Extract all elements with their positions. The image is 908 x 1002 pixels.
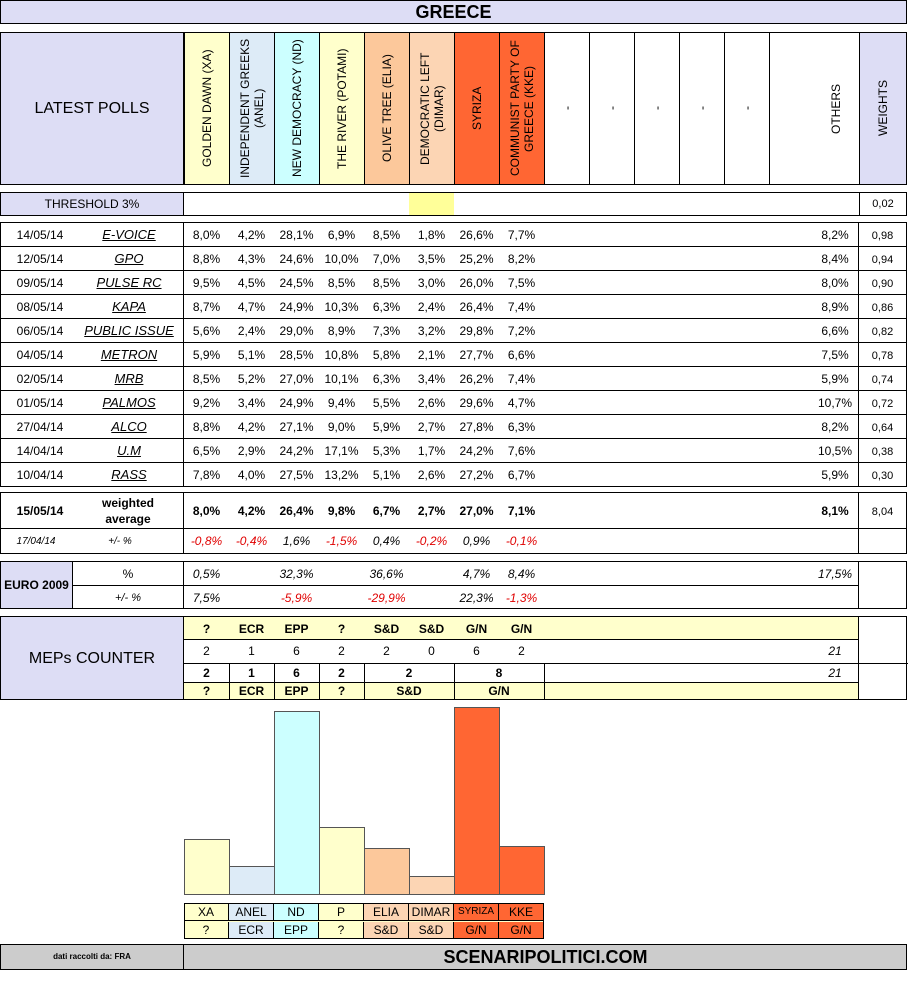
poll-date: 27/04/14 xyxy=(16,420,64,434)
poll-weight: 0,90 xyxy=(871,278,894,290)
poll-value: 24,5% xyxy=(279,276,314,290)
poll-date: 08/05/14 xyxy=(16,300,64,314)
chart-category-label: DIMAR xyxy=(409,904,454,920)
poll-value: 10,3% xyxy=(324,300,359,314)
poll-value: 7,3% xyxy=(372,324,401,338)
poll-others: 7,5% xyxy=(821,348,849,362)
poll-value: 3,2% xyxy=(417,324,446,338)
poll-value: 26,0% xyxy=(459,276,494,290)
party-header-cell xyxy=(499,32,545,185)
mep-seats: 2 xyxy=(203,644,210,658)
poll-weight: 0,86 xyxy=(871,302,894,314)
poll-value: 5,8% xyxy=(372,348,401,362)
poll-weight: 0,78 xyxy=(871,350,894,362)
party-header-label: NEW DEMOCRACY (ND) xyxy=(290,39,304,178)
poll-others: 8,0% xyxy=(821,276,849,290)
poll-value: 27,8% xyxy=(459,420,494,434)
chart-group-label: G/N xyxy=(454,922,499,938)
mep-group: G/N xyxy=(510,622,533,636)
average-diff: 0,4% xyxy=(372,534,401,548)
footer-bar xyxy=(0,944,907,970)
poll-value: 10,1% xyxy=(324,372,359,386)
blank-header-cell xyxy=(634,32,680,185)
average-value: 26,4% xyxy=(279,504,314,518)
mep-agg-seats: 2 xyxy=(338,666,345,680)
party-header-label: DEMOCRATIC LEFT (DIMAR) xyxy=(418,52,446,165)
average-value: 4,2% xyxy=(237,504,266,518)
mep-group: G/N xyxy=(465,622,488,636)
chart-group-label: S&D xyxy=(409,922,454,938)
poll-value: 2,1% xyxy=(417,348,446,362)
party-header-cell xyxy=(319,32,365,185)
poll-value: 26,2% xyxy=(459,372,494,386)
chart-category-label: XA xyxy=(184,904,229,920)
poll-value: 9,0% xyxy=(327,420,356,434)
poll-institute: RASS xyxy=(111,467,147,482)
poll-value: 7,7% xyxy=(507,228,536,242)
euro-pct-others: 17,5% xyxy=(817,567,853,581)
poll-weight: 0,38 xyxy=(871,446,894,458)
poll-value: 5,1% xyxy=(237,348,266,362)
average-diff: -0,8% xyxy=(190,534,223,548)
chart-bar xyxy=(364,848,410,895)
poll-value: 13,2% xyxy=(324,468,359,482)
party-header-cell xyxy=(364,32,410,185)
chart-category-label: P xyxy=(319,904,364,920)
blank-header-label: - xyxy=(605,106,619,111)
poll-value: 8,8% xyxy=(192,420,221,434)
poll-value: 8,7% xyxy=(192,300,221,314)
mep-seats: 0 xyxy=(428,644,435,658)
page-title: GREECE xyxy=(415,2,492,22)
blank-header-label: - xyxy=(740,106,754,111)
poll-value: 27,5% xyxy=(279,468,314,482)
mep-seats: 6 xyxy=(473,644,480,658)
diff-label: +/- % xyxy=(108,536,132,547)
poll-value: 6,3% xyxy=(507,420,536,434)
poll-value: 6,9% xyxy=(327,228,356,242)
poll-value: 27,2% xyxy=(459,468,494,482)
average-diff: 1,6% xyxy=(282,534,311,548)
poll-value: 29,0% xyxy=(279,324,314,338)
poll-value: 7,6% xyxy=(507,444,536,458)
poll-value: 6,3% xyxy=(372,372,401,386)
mep-seats-total: 21 xyxy=(828,644,842,658)
poll-others: 10,7% xyxy=(817,396,853,410)
average-value: 27,0% xyxy=(459,504,494,518)
chart-category-label: SYRIZA xyxy=(454,904,499,920)
poll-date: 01/05/14 xyxy=(16,396,64,410)
poll-value: 4,7% xyxy=(507,396,536,410)
mep-agg-total: 21 xyxy=(828,666,842,680)
col-divider xyxy=(858,222,859,487)
poll-others: 8,4% xyxy=(821,252,849,266)
mep-seats: 2 xyxy=(518,644,525,658)
mep-seats: 6 xyxy=(293,644,300,658)
poll-value: 27,7% xyxy=(459,348,494,362)
poll-value: 26,6% xyxy=(459,228,494,242)
poll-value: 10,0% xyxy=(324,252,359,266)
euro-diff: 22,3% xyxy=(459,591,494,605)
euro-pct: 8,4% xyxy=(507,567,536,581)
threshold-weight: 0,02 xyxy=(872,198,894,210)
poll-value: 4,0% xyxy=(237,468,266,482)
source-cell xyxy=(1,945,184,969)
average-value: 6,7% xyxy=(372,504,401,518)
poll-value: 9,2% xyxy=(192,396,221,410)
party-header-cell xyxy=(409,32,455,185)
poll-value: 24,2% xyxy=(459,444,494,458)
poll-value: 8,5% xyxy=(192,372,221,386)
poll-value: 6,6% xyxy=(507,348,536,362)
meps-label: MEPs COUNTER xyxy=(28,650,156,667)
poll-others: 6,6% xyxy=(821,324,849,338)
average-value: 8,0% xyxy=(192,504,221,518)
blank-header-cell xyxy=(589,32,635,185)
mep-agg-group: ? xyxy=(202,684,211,698)
poll-value: 1,7% xyxy=(417,444,446,458)
poll-value: 2,6% xyxy=(417,468,446,482)
mep-agg-group: EPP xyxy=(284,684,309,698)
euro-diff-label: +/- % xyxy=(115,592,141,604)
mep-agg-group: S&D xyxy=(396,684,422,698)
mep-agg-seats: 8 xyxy=(495,666,503,680)
header-weights xyxy=(859,32,907,185)
mep-agg-group: G/N xyxy=(488,684,510,698)
mep-group: EPP xyxy=(284,622,309,636)
party-header-label: GOLDEN DAWN (XA) xyxy=(200,49,214,168)
chart-group-label: ? xyxy=(319,922,364,938)
poll-others: 8,9% xyxy=(821,300,849,314)
col-divider xyxy=(858,616,859,700)
poll-value: 9,5% xyxy=(192,276,221,290)
mep-group: ? xyxy=(202,622,211,636)
euro-pct: 36,6% xyxy=(369,567,404,581)
average-weight: 8,04 xyxy=(871,506,894,518)
euro-diff: -29,9% xyxy=(367,591,406,605)
euro-diff: -1,3% xyxy=(505,591,538,605)
poll-institute: PALMOS xyxy=(102,395,156,410)
poll-value: 4,7% xyxy=(237,300,266,314)
mep-agg-seats: 1 xyxy=(248,666,255,680)
poll-weight: 0,98 xyxy=(871,230,894,242)
poll-value: 8,9% xyxy=(327,324,356,338)
row-divider xyxy=(73,585,858,586)
poll-value: 5,6% xyxy=(192,324,221,338)
threshold-label: THRESHOLD 3% xyxy=(44,197,140,211)
previous-date: 17/04/14 xyxy=(16,536,56,547)
poll-value: 2,4% xyxy=(237,324,266,338)
poll-value: 5,9% xyxy=(192,348,221,362)
poll-value: 3,4% xyxy=(237,396,266,410)
average-diff: 0,9% xyxy=(462,534,491,548)
poll-value: 7,5% xyxy=(507,276,536,290)
poll-value: 4,3% xyxy=(237,252,266,266)
mep-seats: 1 xyxy=(248,644,255,658)
blank-header-cell xyxy=(544,32,590,185)
poll-institute: E-VOICE xyxy=(102,227,156,242)
chart-bar xyxy=(454,707,500,895)
poll-value: 7,0% xyxy=(372,252,401,266)
poll-date: 12/05/14 xyxy=(16,252,64,266)
row-divider xyxy=(0,318,907,319)
chart-category-label: ND xyxy=(274,904,319,920)
chart-bar xyxy=(409,876,455,895)
row-divider xyxy=(0,246,907,247)
poll-value: 29,8% xyxy=(459,324,494,338)
average-date: 15/05/14 xyxy=(16,504,64,518)
poll-institute: KAPA xyxy=(112,299,146,314)
row-divider xyxy=(0,270,907,271)
poll-institute: GPO xyxy=(114,251,144,266)
row-divider xyxy=(0,294,907,295)
poll-value: 5,1% xyxy=(372,468,401,482)
agg-divider xyxy=(544,664,545,700)
euro-pct: 32,3% xyxy=(279,567,314,581)
poll-value: 3,4% xyxy=(417,372,446,386)
average-diff: -0,4% xyxy=(235,534,268,548)
mep-group: S&D xyxy=(373,622,400,636)
poll-value: 6,5% xyxy=(192,444,221,458)
mep-agg-group: ECR xyxy=(238,684,265,698)
col-divider xyxy=(183,222,184,487)
blank-header-label: - xyxy=(560,106,574,111)
poll-weight: 0,72 xyxy=(871,398,894,410)
row-divider xyxy=(0,462,907,463)
blank-header-label: - xyxy=(650,106,664,111)
poll-value: 5,5% xyxy=(372,396,401,410)
poll-value: 2,4% xyxy=(417,300,446,314)
mep-seats: 2 xyxy=(383,644,390,658)
blank-header-label: - xyxy=(695,106,709,111)
euro-pct: 0,5% xyxy=(192,567,221,581)
poll-value: 24,9% xyxy=(279,396,314,410)
poll-weight: 0,94 xyxy=(871,254,894,266)
average-label: weighted average xyxy=(101,496,154,526)
party-header-cell xyxy=(274,32,320,185)
poll-value: 27,1% xyxy=(279,420,314,434)
poll-others: 5,9% xyxy=(821,372,849,386)
poll-date: 14/05/14 xyxy=(16,228,64,242)
euro-label: EURO 2009 xyxy=(4,578,69,592)
row-divider xyxy=(0,528,907,529)
poll-value: 6,7% xyxy=(507,468,536,482)
poll-value: 3,0% xyxy=(417,276,446,290)
weights-label: WEIGHTS xyxy=(876,80,890,137)
chart-bar xyxy=(499,846,545,895)
average-diff: -0,2% xyxy=(415,534,448,548)
row-divider xyxy=(184,663,908,664)
poll-weight: 0,30 xyxy=(871,470,894,482)
poll-value: 9,4% xyxy=(327,396,356,410)
mep-agg-seats: 6 xyxy=(293,666,300,680)
threshold-row xyxy=(0,192,907,216)
poll-value: 7,4% xyxy=(507,300,536,314)
latest-polls-label: LATEST POLLS xyxy=(34,100,150,117)
chart-bar xyxy=(229,866,275,895)
title-bar xyxy=(0,0,907,24)
euro-diff: 7,5% xyxy=(192,591,221,605)
poll-institute: PULSE RC xyxy=(96,275,162,290)
poll-value: 4,5% xyxy=(237,276,266,290)
chart-category-label: ELIA xyxy=(364,904,409,920)
poll-value: 10,8% xyxy=(324,348,359,362)
mep-group: ECR xyxy=(238,622,265,636)
poll-value: 6,3% xyxy=(372,300,401,314)
party-header-cell xyxy=(229,32,275,185)
poll-value: 27,0% xyxy=(279,372,314,386)
chart-category-label: KKE xyxy=(499,904,544,920)
poll-date: 10/04/14 xyxy=(16,468,64,482)
poll-others: 10,5% xyxy=(817,444,853,458)
chart-category-label: ANEL xyxy=(229,904,274,920)
party-header-label: THE RIVER (POTAMI) xyxy=(335,48,349,169)
row-divider xyxy=(0,342,907,343)
party-header-label: OLIVE TREE (ELIA) xyxy=(380,54,394,163)
mep-seats: 2 xyxy=(338,644,345,658)
party-header-label: COMMUNIST PARTY OF GREECE (KKE) xyxy=(508,40,536,177)
average-value: 9,8% xyxy=(327,504,356,518)
poll-institute: METRON xyxy=(100,347,158,362)
chart-group-label: ECR xyxy=(229,922,274,938)
poll-date: 02/05/14 xyxy=(16,372,64,386)
poll-value: 7,2% xyxy=(507,324,536,338)
mep-agg-seats: 2 xyxy=(203,666,210,680)
poll-value: 17,1% xyxy=(324,444,359,458)
poll-value: 5,9% xyxy=(372,420,401,434)
blank-header-cell xyxy=(679,32,725,185)
header-latest-polls xyxy=(0,32,184,185)
party-header-label: INDEPENDENT GREEKS (ANEL) xyxy=(238,38,266,179)
row-divider xyxy=(0,366,907,367)
poll-value: 8,8% xyxy=(192,252,221,266)
mep-group: ? xyxy=(337,622,346,636)
party-header-label: SYRIZA xyxy=(470,86,484,131)
poll-value: 8,5% xyxy=(372,228,401,242)
col-divider xyxy=(858,492,859,554)
poll-weight: 0,64 xyxy=(871,422,894,434)
poll-value: 3,5% xyxy=(417,252,446,266)
poll-institute: ALCO xyxy=(111,419,147,434)
average-value: 7,1% xyxy=(507,504,536,518)
poll-institute: PUBLIC ISSUE xyxy=(84,323,174,338)
euro-pct-label: % xyxy=(122,567,134,581)
chart-bar xyxy=(184,839,230,895)
poll-value: 4,2% xyxy=(237,420,266,434)
poll-value: 26,4% xyxy=(459,300,494,314)
poll-date: 14/04/14 xyxy=(16,444,64,458)
row-divider xyxy=(0,390,907,391)
party-header-cell xyxy=(454,32,500,185)
poll-value: 25,2% xyxy=(459,252,494,266)
poll-value: 8,5% xyxy=(327,276,356,290)
poll-value: 5,3% xyxy=(372,444,401,458)
brand-label: SCENARIPOLITICI.COM xyxy=(443,947,648,967)
chart-group-label: G/N xyxy=(499,922,544,938)
party-header-cell xyxy=(184,32,230,185)
poll-value: 8,2% xyxy=(507,252,536,266)
average-value: 2,7% xyxy=(417,504,446,518)
mep-group: S&D xyxy=(418,622,445,636)
average-others: 8,1% xyxy=(821,504,849,518)
poll-institute: MRB xyxy=(114,371,144,386)
poll-weight: 0,82 xyxy=(871,326,894,338)
poll-value: 8,5% xyxy=(372,276,401,290)
euro-pct: 4,7% xyxy=(462,567,491,581)
poll-value: 5,2% xyxy=(237,372,266,386)
poll-value: 28,1% xyxy=(279,228,314,242)
poll-others: 5,9% xyxy=(821,468,849,482)
poll-others: 8,2% xyxy=(821,420,849,434)
chart-group-label: EPP xyxy=(274,922,319,938)
row-divider xyxy=(0,438,907,439)
chart-bar xyxy=(274,711,320,895)
blank-header-cell xyxy=(724,32,770,185)
col-divider xyxy=(858,561,859,609)
poll-weight: 0,74 xyxy=(871,374,894,386)
chart-bar xyxy=(319,827,365,895)
threshold-highlight xyxy=(409,193,454,215)
others-header-label: OTHERS xyxy=(829,83,843,134)
poll-value: 2,6% xyxy=(417,396,446,410)
poll-value: 7,8% xyxy=(192,468,221,482)
poll-value: 8,0% xyxy=(192,228,221,242)
chart-group-label: S&D xyxy=(364,922,409,938)
poll-date: 04/05/14 xyxy=(16,348,64,362)
row-divider xyxy=(184,639,858,640)
poll-value: 24,6% xyxy=(279,252,314,266)
euro-diff: -5,9% xyxy=(280,591,313,605)
poll-value: 2,7% xyxy=(417,420,446,434)
threshold-weight-cell xyxy=(859,193,906,215)
others-header-cell xyxy=(769,32,860,185)
poll-institute: U.M xyxy=(117,443,141,458)
poll-date: 06/05/14 xyxy=(16,324,64,338)
average-diff: -1,5% xyxy=(325,534,358,548)
poll-value: 2,9% xyxy=(237,444,266,458)
poll-value: 28,5% xyxy=(279,348,314,362)
poll-value: 1,8% xyxy=(417,228,446,242)
average-diff: -0,1% xyxy=(505,534,538,548)
poll-value: 7,4% xyxy=(507,372,536,386)
mep-agg-group: ? xyxy=(337,684,346,698)
threshold-label-cell xyxy=(1,193,184,215)
row-divider xyxy=(0,414,907,415)
poll-value: 4,2% xyxy=(237,228,266,242)
chart-group-label: ? xyxy=(184,922,229,938)
poll-value: 24,9% xyxy=(279,300,314,314)
poll-value: 24,2% xyxy=(279,444,314,458)
mep-agg-seats: 2 xyxy=(405,666,413,680)
poll-others: 8,2% xyxy=(821,228,849,242)
poll-value: 29,6% xyxy=(459,396,494,410)
poll-date: 09/05/14 xyxy=(16,276,64,290)
source-label: dati raccolti da: FRA xyxy=(53,952,131,961)
